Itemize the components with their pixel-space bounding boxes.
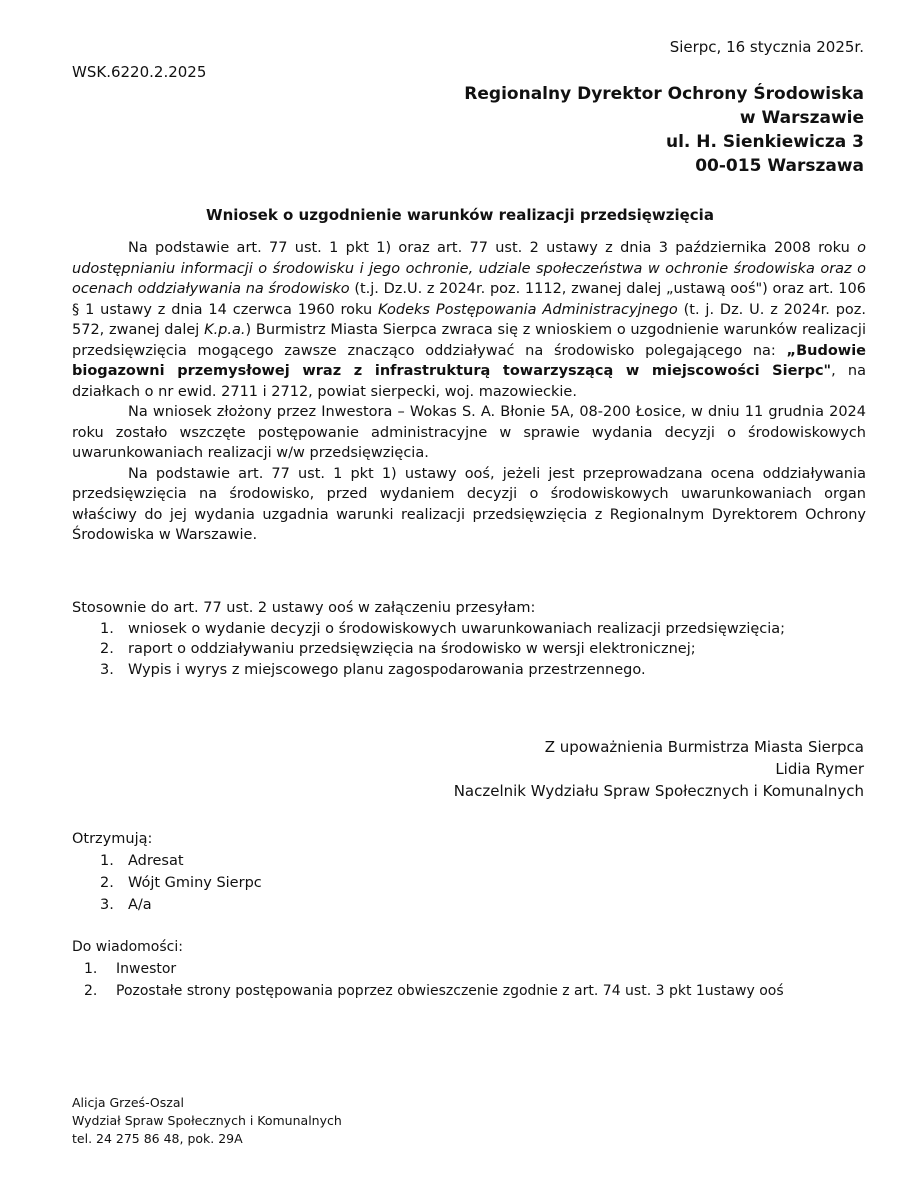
addressee-line: Regionalny Dyrektor Ochrony Środowiska [464, 84, 864, 104]
signature-line: Z upoważnienia Burmistrza Miasta Sierpca [544, 738, 864, 756]
text-run: ) Burmistrz Miasta Sierpca zwraca się z wnioskiem o uzgodnienie warunków realizacji przedsięwzięcia mogącego zawsze znacząco oddziaływać na środowisko polegającego na: [72, 322, 866, 359]
for-information-section [72, 936, 784, 1002]
reference-number: WSK.6220.2.2025 [72, 63, 207, 81]
text-run: , na działkach o nr ewid. 2711 i 2712, powiat sierpecki, woj. mazowieckie. [72, 363, 866, 400]
attachments-section [72, 598, 866, 680]
list-number: 1. [84, 961, 98, 977]
act-title: o udostępnianiu informacji o środowisku i jego ochronie, udziale społeczeństwa w ochronie środowiska oraz o ocenach oddziaływania na środowisko [72, 240, 866, 297]
paragraph-legal-basis [72, 238, 866, 402]
act-abbreviation: K.p.a. [204, 322, 246, 338]
attachments-intro: Stosownie do art. 77 ust. 2 ustawy ooś w załączeniu przesyłam: [72, 600, 536, 616]
place-date: Sierpc, 16 stycznia 2025r. [669, 38, 864, 56]
paragraph-procedure: Na podstawie art. 77 ust. 1 pkt 1) ustawy ooś, jeżeli jest przeprowadzana ocena oddziaływania przedsięwzięcia na środowisko, przed wydaniem decyzji o środowiskowych uwarunkowaniach organ właściwy do jej wydania uzgadnia warunki realizacji przedsięwzięcia z Regionalnym Dyrektorem Ochrony Środowiska w Warszawie. [72, 465, 866, 543]
recipients-section [72, 828, 262, 916]
list-text: Inwestor [116, 961, 177, 977]
letter-body [72, 238, 866, 546]
text-run: (t.j. Dz.U. z 2024r. poz. 1112, zwanej dalej „ustawą ooś") oraz art. 106 § 1 ustawy z dnia 14 czerwca 1960 roku [72, 281, 866, 318]
signature-name: Lidia Rymer [775, 760, 864, 778]
signature-position: Naczelnik Wydziału Spraw Społecznych i Komunalnych [453, 782, 864, 800]
list-text: Wypis i wyrys z miejscowego planu zagospodarowania przestrzennego. [128, 661, 646, 678]
recipients-heading: Otrzymują: [72, 831, 153, 847]
attachments-list [72, 619, 866, 681]
text-run: (t. j. Dz. U. z 2024r. poz. 572, zwanej dalej [72, 301, 866, 338]
list-number: 2. [100, 875, 114, 891]
list-item [72, 872, 262, 894]
addressee-line: ul. H. Sienkiewicza 3 [666, 132, 864, 152]
text-run: Na podstawie art. 77 ust. 1 pkt 1) oraz art. 77 ust. 2 ustawy z dnia 3 października 2008 roku [128, 240, 858, 256]
footer-name: Alicja Grześ-Oszal [72, 1095, 184, 1110]
list-text: A/a [128, 897, 152, 913]
list-item [72, 619, 866, 640]
footer-contact [72, 1094, 342, 1148]
list-item [72, 958, 784, 980]
footer-department: Wydział Spraw Społecznych i Komunalnych [72, 1113, 342, 1128]
list-number: 1. [100, 620, 114, 637]
list-number: 2. [100, 641, 114, 657]
list-text: Wójt Gminy Sierpc [128, 875, 262, 891]
project-name: „Budowie biogazowni przemysłowej wraz z infrastrukturą towarzyszącą w miejscowości Sierpc" [72, 342, 866, 379]
list-number: 2. [84, 983, 98, 999]
signature-block [454, 736, 864, 802]
act-title: Kodeks Postępowania Administracyjnego [378, 301, 678, 318]
list-text: wniosek o wydanie decyzji o środowiskowych uwarunkowaniach realizacji przedsięwzięcia; [128, 620, 786, 637]
addressee-block [464, 82, 864, 178]
document-title: Wniosek o uzgodnienie warunków realizacji przedsięwzięcia [206, 206, 714, 224]
list-number: 3. [100, 661, 114, 678]
paragraph-proceedings: Na wniosek złożony przez Inwestora – Wokas S. A. Błonie 5A, 08-200 Łosice, w dniu 11 grudnia 2024 roku zostało wszczęte postępowanie administracyjne w sprawie wydania decyzji o środowiskowych uwarunkowaniach realizacji w/w przedsięwzięcia. [72, 404, 866, 461]
addressee-line: w Warszawie [739, 108, 864, 128]
footer-phone: tel. 24 275 86 48, pok. 29A [72, 1131, 243, 1146]
addressee-line: 00-015 Warszawa [695, 156, 864, 176]
list-item [72, 639, 866, 660]
list-text: Pozostałe strony postępowania poprzez obwieszczenie zgodnie z art. 74 ust. 3 pkt 1ustawy ooś [116, 983, 784, 999]
list-item [72, 980, 784, 1002]
list-item [72, 660, 866, 681]
list-item [72, 850, 262, 872]
list-number: 3. [100, 897, 114, 913]
list-number: 1. [100, 853, 114, 869]
for-information-heading: Do wiadomości: [72, 939, 183, 955]
list-text: raport o oddziaływaniu przedsięwzięcia na środowisko w wersji elektronicznej; [128, 641, 696, 657]
list-item [72, 894, 262, 916]
list-text: Adresat [128, 853, 184, 869]
